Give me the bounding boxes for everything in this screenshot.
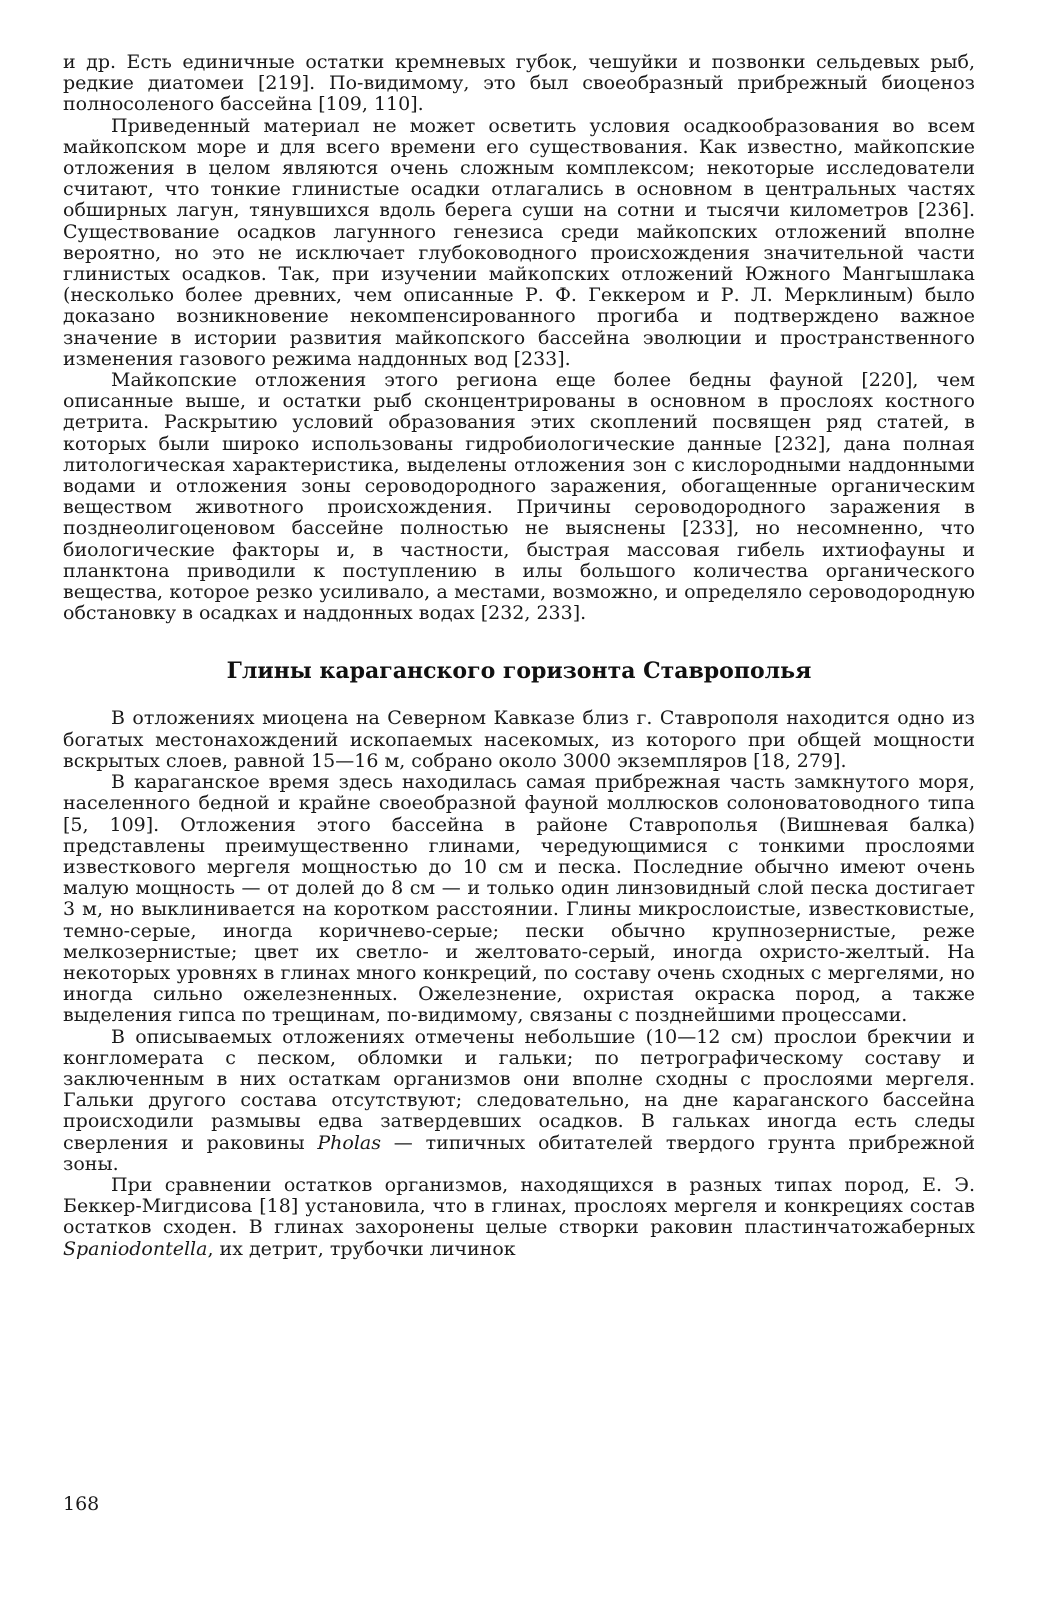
page-number: 168 xyxy=(63,1493,100,1515)
paragraph-breccia-pholas: В описываемых отложениях отмечены небольшие (10—12 см) прослои брекчии и конгломерата с песком, обломки и гальки; по петрографическому составу и заключенным в них остаткам организмов они вполне сходны с прослоями мергеля. Гальки другого состава отсутствуют; следовательно, на дне караганского бассейна происходили размывы едва затвердевших осадков. В гальках иногда есть следы сверления и раковины Pholas — типичных обитателей твердого грунта прибрежной зоны. xyxy=(63,1025,975,1175)
paragraph-miocene-locality: В отложениях миоцена на Северном Кавказе близ г. Ставрополя находится одно из богатых местонахождений ископаемых насекомых, из которого при общей мощности вскрытых слоев, равной 15—16 м, собрано около 3000 экземпляров [18, 279]. xyxy=(63,707,975,772)
document-page xyxy=(63,52,975,1572)
paragraph-maikop-conditions: Приведенный материал не может осветить условия осадкообразования во всем майкопском море и для всего времени его существования. Как известно, майкопские отложения в целом являются очень сложным комплексом; некоторые исследователи считают, что тонкие глинистые осадки отлагались в основном в центральных частях обширных лагун, тянувшихся вдоль берега суши на сотни и тысячи километров [236]. Существование осадков лагунного генезиса среди майкопских отложений вполне вероятно, но это не исключает глубоководного происхождения значительной части глинистых осадков. Так, при изучении майкопских отложений Южного Мангышлака (несколько более древних, чем описанные Р. Ф. Геккером и Р. Л. Мерклиным) было доказано возникновение некомпенсированного прогиба и подтверждено важное значение в истории развития майкопского бассейна эволюции и пространственного изменения газового режима наддонных вод [233]. xyxy=(63,114,975,370)
paragraph-maikop-fauna: Майкопские отложения этого региона еще более бедны фауной [220], чем описанные выше, и остатки рыб сконцентрированы в основном в прослоях костного детрита. Раскрытию условий образования этих скоплений посвящен ряд статей, в которых были широко использованы гидробиологические данные [232], дана полная литологическая характеристика, выделены отложения зон с кислородными наддонными водами и отложения зоны сероводородного заражения, обогащенные органическим веществом животного происхождения. Причины сероводородного заражения в позднеолигоценовом бассейне полностью не выяснены [233], но несомненно, что биологические факторы и, в частности, быстрая массовая гибель ихтиофауны и планктона приводили к поступлению в илы большого количества органического вещества, которое резко усиливало, а местами, возможно, и определяло сероводородную обстановку в осадках и наддонных водах [232, 233]. xyxy=(63,369,975,625)
paragraph-organism-remains: При сравнении остатков организмов, находящихся в разных типах пород, Е. Э. Беккер-Мигдисова [18] установила, что в глинах, прослоях мергеля и конкрециях состав остатков сходен. В глинах захоронены целые створки раковин пластинчатожаберных Spaniodontella, их детрит, трубочки личинок xyxy=(63,1173,975,1260)
paragraph-continuation: и др. Есть единичные остатки кремневых губок, чешуйки и позвонки сельдевых рыб, редкие диатомеи [219]. По-видимому, это был своеобразный прибрежный биоценоз полносоленого бассейна [109, 110]. xyxy=(63,51,975,116)
paragraph-karagan-time: В караганское время здесь находилась самая прибрежная часть замкнутого моря, населенного бедной и крайне своеобразной фауной моллюсков солоноватоводного типа [5, 109]. Отложения этого бассейна в районе Ставрополья (Вишневая балка) представлены преимущественно глинами, чередующимися с тонкими прослоями известкового мергеля мощностью до 10 см и песка. Последние обычно имеют очень малую мощность — от долей до 8 см — и только один линзовидный слой песка достигает 3 м, но выклинивается на коротком расстоянии. Глины микрослоистые, известковистые, темно-серые, иногда коричнево-серые; пески обычно крупнозернистые, реже мелкозернистые; цвет их светло- и желтовато-серый, иногда охристо-желтый. На некоторых уровнях в глинах много конкреций, по составу очень сходных с мергелями, но иногда сильно ожелезненных. Ожелезнение, охристая окраска пород, а также выделения гипса по трещинам, по-видимому, связаны с позднейшими процессами. xyxy=(63,771,975,1027)
taxon-name: Pholas xyxy=(317,1131,382,1154)
taxon-name: Spaniodontella xyxy=(63,1237,208,1260)
section-heading: Глины караганского горизонта Ставрополья xyxy=(226,658,812,685)
